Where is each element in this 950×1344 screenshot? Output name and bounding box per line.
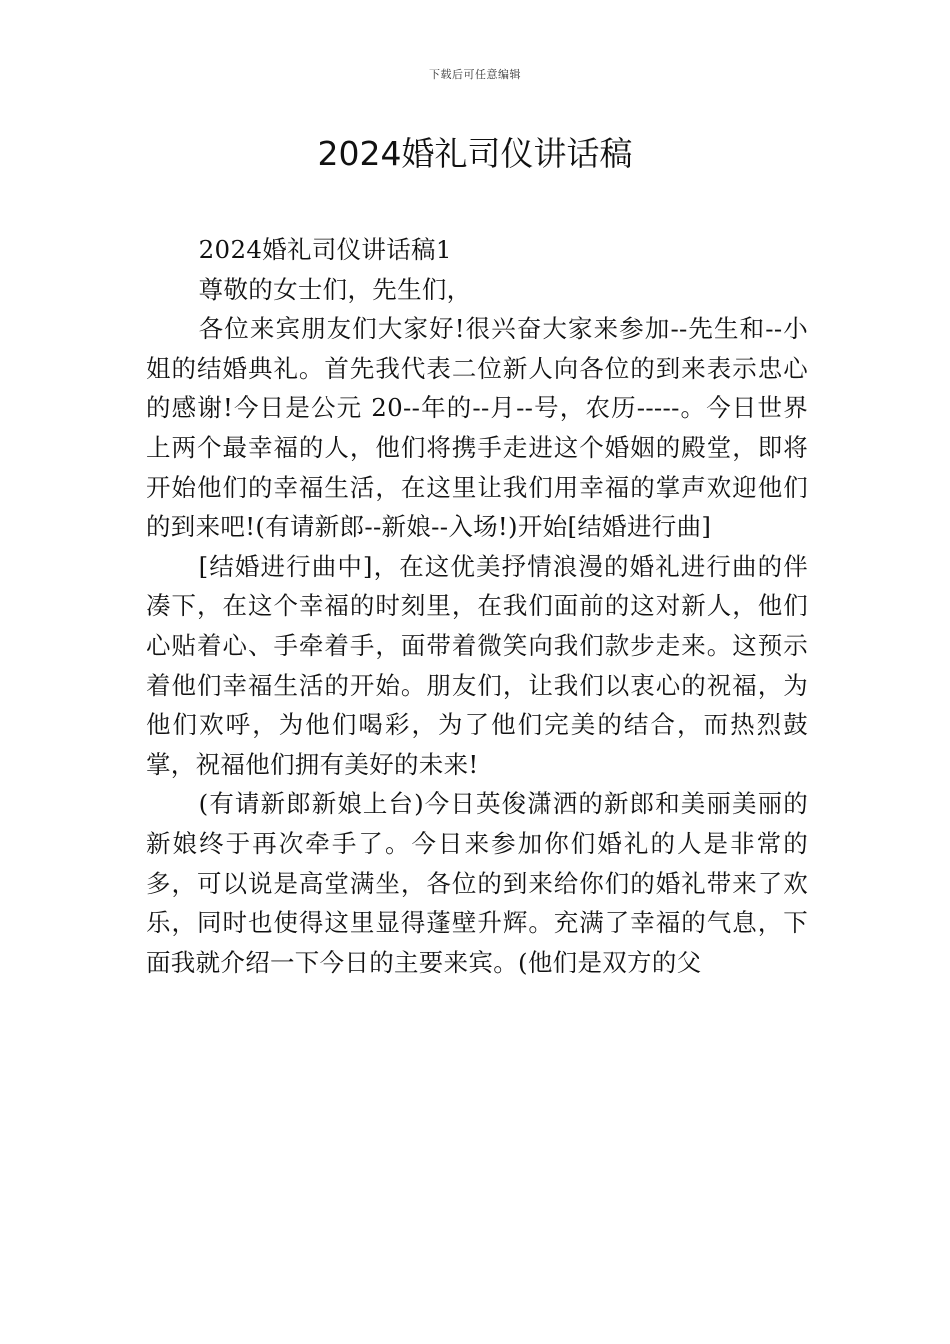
document-title: 2024婚礼司仪讲话稿 [317,134,633,173]
salutation: 尊敬的女士们，先生们， [198,274,472,304]
body-paragraph: (有请新郎新娘上台)今日英俊潇洒的新郎和美丽美丽的新娘终于再次牵手了。今日来参加你们婚礼的人是非常的多，可以说是高堂满坐，各位的到来给你们的婚礼带来了欢乐，同时也使得这里显得蓬壁升辉。充满了幸福的气息，下面我就介绍一下今日的主要来宾。(他们是双方的父 [146,789,808,977]
document-body [146,230,808,982]
section-heading: 2024婚礼司仪讲话稿1 [198,235,452,264]
body-paragraph: [结婚进行曲中]，在这优美抒情浪漫的婚礼进行曲的伴凑下，在这个幸福的时刻里，在我们面前的这对新人，他们心贴着心、手牵着手，面带着微笑向我们款步走来。这预示着他们幸福生活的开始。朋友们，让我们以衷心的祝福，为他们欢呼，为他们喝彩，为了他们完美的结合，而热烈鼓掌，祝福他们拥有美好的未来! [146,551,808,779]
header-note: 下载后可任意编辑 [429,68,521,81]
body-paragraph: 各位来宾朋友们大家好!很兴奋大家来参加--先生和--小姐的结婚典礼。首先我代表二位新人向各位的到来表示忠心的感谢!今日是公元 20--年的--月--号，农历-----。今日世界上两个最幸福的人，他们将携手走进这个婚姻的殿堂，即将开始他们的幸福生活，在这里让我们用幸福的掌声欢迎他们的到来吧!(有请新郎--新娘--入场!)开始[结婚进行曲] [146,314,808,542]
